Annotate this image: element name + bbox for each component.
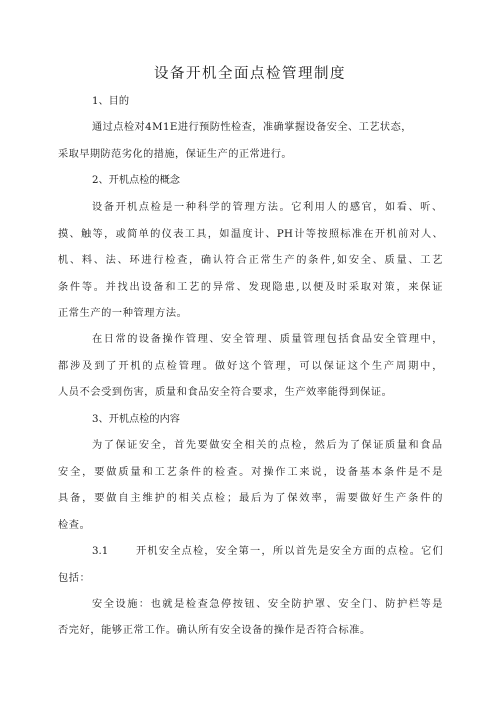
paragraph-line: 都涉及到了开机的点检管理。做好这个管理，可以保证这个生产周期中， <box>58 361 443 372</box>
paragraph-line: 摸、触等，或简单的仪表工具，如温度计、PH计等按照标准在开机前对人、 <box>58 229 443 240</box>
paragraph-line: 设备开机点检是一种科学的管理方法。它利用人的感官，如看、听、 <box>92 202 443 213</box>
paragraph-line: 安全，要做质量和工艺条件的检查。对操作工来说，设备基本条件是不是 <box>58 467 443 478</box>
paragraph-line: 人员不会受到伤害，质量和食品安全符合要求，生产效率能得到保证。 <box>58 387 393 398</box>
paragraph-line: 条件等。并找出设备和工艺的异常、发现隐患,以便及时采取对策，来保证 <box>58 282 443 293</box>
paragraph-line: 通过点检对4M1E进行预防性检查，准确掌握设备安全、工艺状态， <box>92 122 412 133</box>
paragraph-line: 采取早期防范劣化的措施，保证生产的正常进行。 <box>58 149 293 160</box>
section-heading-content: 3、开机点检的内容 <box>92 414 180 425</box>
section-heading-purpose: 1、目的 <box>92 96 130 107</box>
paragraph-line: 为了保证安全，首先要做安全相关的点检，然后为了保证质量和食品 <box>92 440 443 451</box>
paragraph-line: 在日常的设备操作管理、安全管理、质量管理包括食品安全管理中， <box>92 334 443 345</box>
paragraph-line: 安全设施：也就是检查急停按钮、安全防护罩、安全门、防护栏等是 <box>92 599 443 610</box>
paragraph-line: 开机安全点检，安全第一，所以首先是安全方面的点检。它们 <box>136 546 443 557</box>
paragraph-line: 具备，要做自主维护的相关点检；最后为了保效率，需要做好生产条件的 <box>58 493 443 504</box>
subsection-number: 3.1 <box>92 546 109 557</box>
paragraph-line: 否完好，能够正常工作。确认所有安全设备的操作是否符合标准。 <box>58 625 371 636</box>
document-title: 设备开机全面点检管理制度 <box>154 66 346 82</box>
paragraph-line: 正常生产的一种管理方法。 <box>58 308 188 319</box>
paragraph-line: 机、料、法、环进行检查，确认符合正常生产的条件,如安全、质量、工艺 <box>58 255 443 266</box>
paragraph-line: 包括： <box>58 573 91 584</box>
section-heading-concept: 2、开机点检的概念 <box>92 175 180 186</box>
paragraph-line: 检查。 <box>58 520 91 531</box>
